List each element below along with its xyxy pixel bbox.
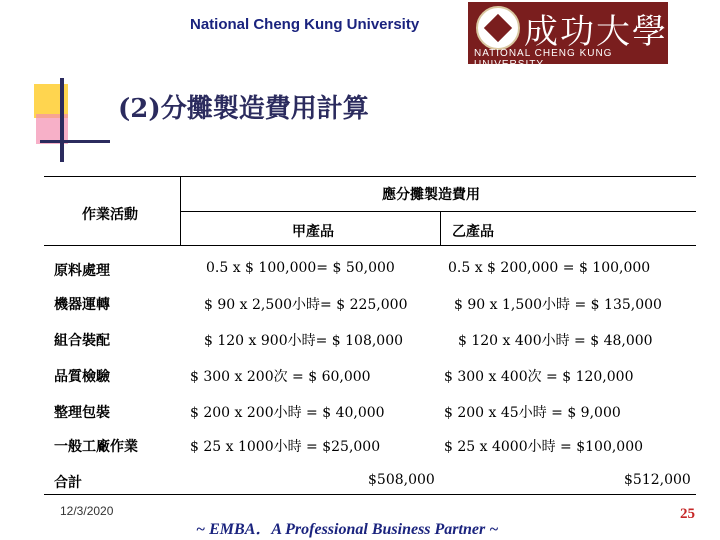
emblem-icon [476,6,520,50]
activity-label: 整理包裝 [54,405,110,421]
activity-label: 品質檢驗 [54,369,110,385]
product-b-cost: $ 200 x 45小時 = $ 9,000 [444,405,621,421]
page-number: 25 [680,506,695,522]
activity-header: 作業活動 [82,207,138,223]
footer-tagline: ~ EMBA．A Professional Business Partner ~ [196,521,499,538]
product-b-cost: 0.5 x $ 200,000 = $ 100,000 [448,260,651,276]
logo-calligraphy: 成功大學 [524,12,668,52]
product-a-total: $508,000 [368,472,435,488]
decor-horizontal-bar [40,140,110,143]
decor-vertical-bar [60,78,64,162]
product-b-cost: $ 300 x 400次 = $ 120,000 [444,369,634,385]
product-a-cost: $ 300 x 200次 = $ 60,000 [190,369,371,385]
activity-label: 原料處理 [54,263,110,279]
activity-label: 機器運轉 [54,297,110,313]
logo-subtitle: NATIONAL CHENG KUNG UNIVERSITY [474,48,613,70]
product-a-cost: 0.5 x $ 100,000= $ 50,000 [206,260,395,276]
allocated-overhead-header: 應分攤製造費用 [382,187,480,203]
table-bottom-border [44,494,696,495]
university-name: National Cheng Kung University [190,16,420,33]
slide-title: (2)分攤製造費用計算 [118,94,369,124]
product-b-cost: $ 90 x 1,500小時 = $ 135,000 [454,297,662,313]
product-a-header: 甲產品 [292,224,334,240]
activity-column-divider [180,176,181,246]
product-b-cost: $ 25 x 4000小時 = $100,000 [444,439,644,455]
product-b-total: $512,000 [624,472,691,488]
table-top-border [44,176,696,177]
total-label: 合計 [54,475,82,491]
header-divider [180,211,696,212]
product-a-cost: $ 120 x 900小時= $ 108,000 [204,333,404,349]
product-column-divider [440,211,441,246]
activity-label: 一般工廠作業 [54,439,138,455]
slide-date: 12/3/2020 [60,504,114,518]
activity-label: 組合裝配 [54,333,110,349]
university-logo [468,2,668,70]
product-a-cost: $ 200 x 200小時 = $ 40,000 [190,405,385,421]
product-a-cost: $ 90 x 2,500小時= $ 225,000 [204,297,408,313]
header-bottom-border [44,245,696,246]
product-b-header: 乙產品 [452,224,494,240]
product-a-cost: $ 25 x 1000小時 = $25,000 [190,439,381,455]
product-b-cost: $ 120 x 400小時 = $ 48,000 [458,333,653,349]
